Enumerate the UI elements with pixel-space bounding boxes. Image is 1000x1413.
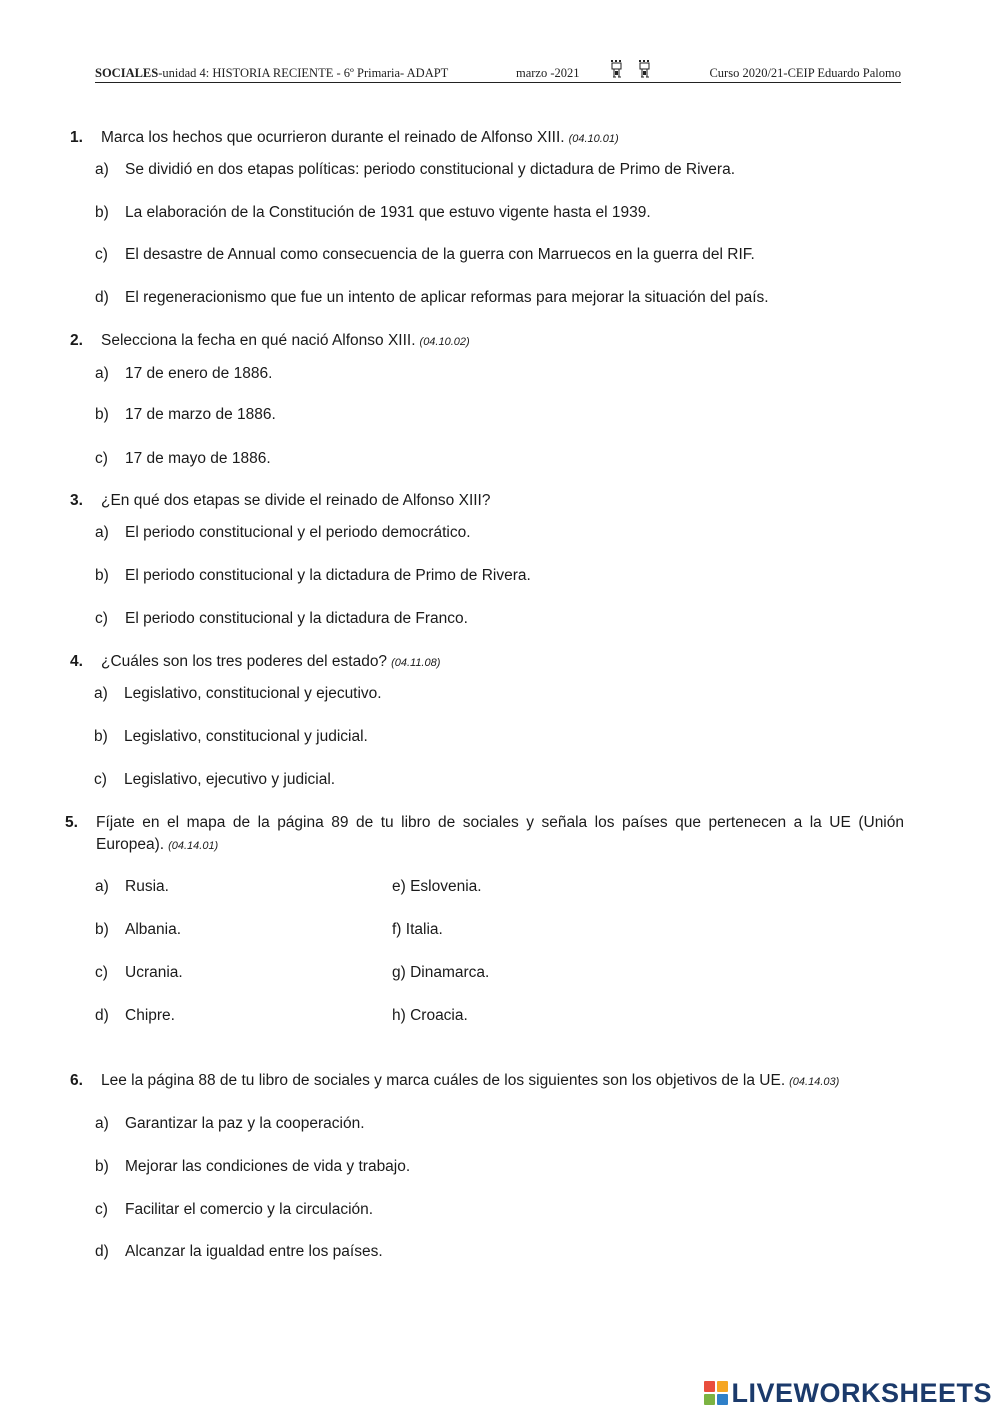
pictogram-icons (609, 60, 655, 80)
option-5e[interactable]: e) Eslovenia. (392, 878, 482, 895)
question-number: 1. (70, 129, 83, 146)
question-code: (04.14.01) (168, 840, 219, 852)
liveworksheets-logo (704, 1377, 992, 1409)
option-5g[interactable]: g) Dinamarca. (392, 964, 490, 981)
question-text: ¿En qué dos etapas se divide el reinado de Alfonso XIII? (101, 492, 491, 509)
question-text: Lee la página 88 de tu libro de sociales y marca cuáles de los siguientes son los objetivos de la UE. (04.14.03) (101, 1072, 840, 1089)
option-5h[interactable]: h) Croacia. (392, 1007, 468, 1024)
question-text: Fíjate en el mapa de la página 89 de tu libro de sociales y señala los países que pertenecen a la UE (Unión Europea). (04.14.01) (96, 814, 904, 853)
question-text: ¿Cuáles son los tres poderes del estado? (04.11.08) (101, 653, 441, 670)
question-5 (65, 812, 910, 858)
liveworksheets-logo-text: LIVEWORKSHEETS (731, 1377, 992, 1408)
option-5f[interactable]: f) Italia. (392, 921, 443, 938)
page-header (95, 60, 901, 83)
question-number: 3. (70, 492, 83, 509)
question-number: 2. (70, 332, 83, 349)
question-code: (04.14.03) (789, 1076, 840, 1088)
question-code: (04.11.08) (391, 657, 441, 669)
pictogram-icon (609, 60, 655, 80)
question-number: 4. (70, 653, 83, 670)
question-code: (04.10.02) (419, 336, 470, 348)
question-text: Marca los hechos que ocurrieron durante el reinado de Alfonso XIII. (04.10.01) (101, 129, 619, 146)
question-text: Selecciona la fecha en qué nació Alfonso XIII. (04.10.02) (101, 332, 470, 349)
question-code: (04.10.01) (568, 133, 619, 145)
question-number: 5. (65, 814, 78, 831)
liveworksheets-logo-icon (704, 1381, 728, 1405)
question-number: 6. (70, 1072, 83, 1089)
header-subject: SOCIALES-unidad 4: HISTORIA RECIENTE - 6º Primaria- ADAPT (95, 66, 449, 80)
header-course: Curso 2020/21-CEIP Eduardo Palomo (709, 66, 901, 80)
header-date: marzo -2021 (516, 66, 580, 80)
